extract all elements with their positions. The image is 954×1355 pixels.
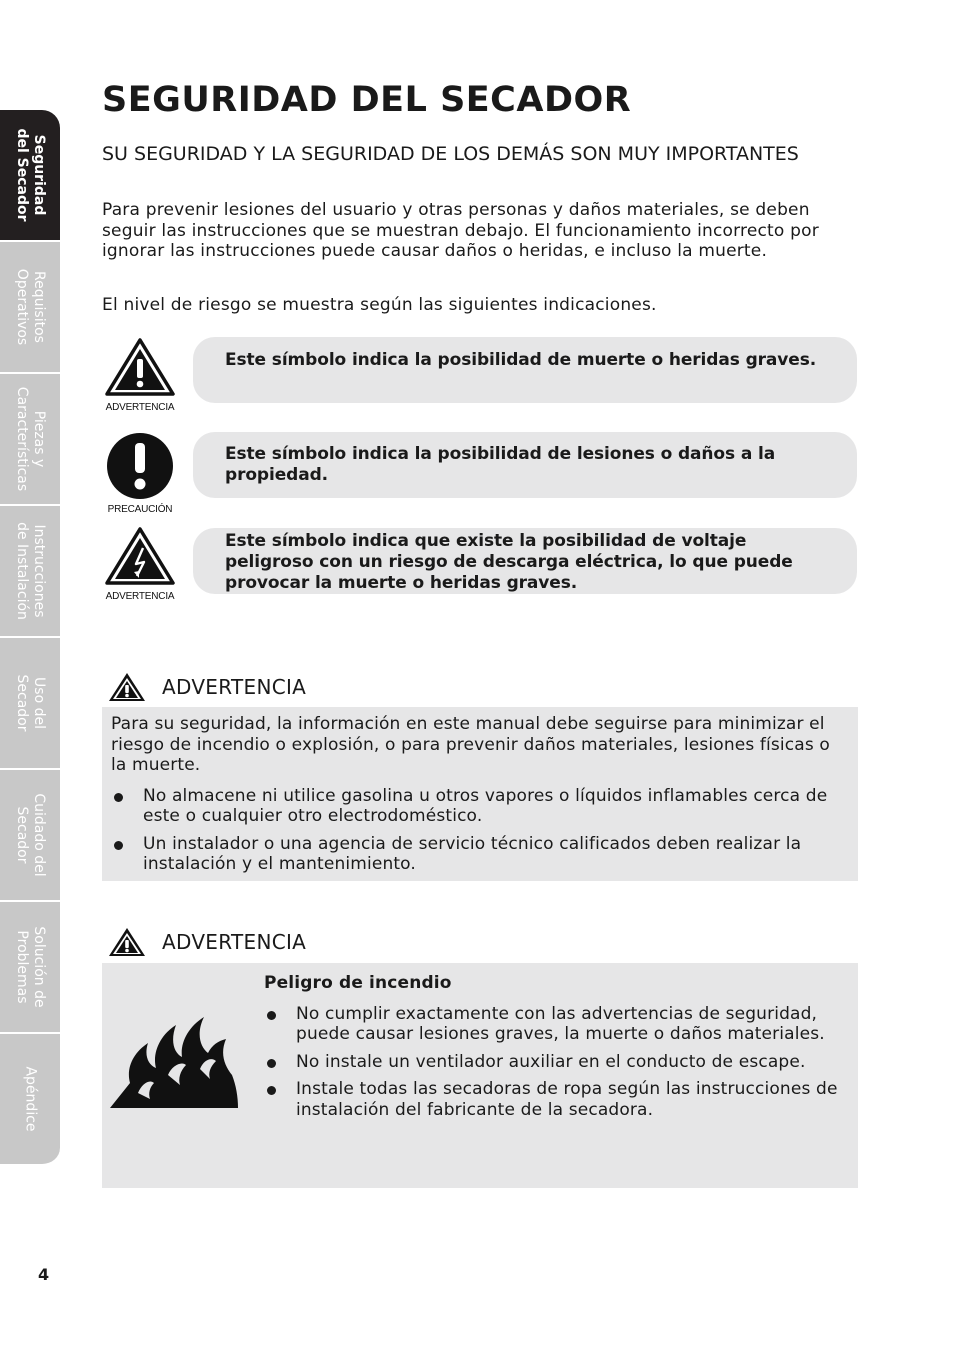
tab-label: Requisitos Operativos <box>14 268 47 346</box>
warning-symbol <box>100 337 180 413</box>
warning-heading <box>108 927 306 957</box>
risk-level-paragraph: El nivel de riesgo se muestra según las siguientes indicaciones. <box>102 295 657 315</box>
warning-title: ADVERTENCIA <box>162 930 307 954</box>
warning-bullet-list <box>111 786 848 875</box>
tab-uso-del-secador[interactable] <box>0 638 60 770</box>
tab-label: Piezas y Características <box>14 386 47 492</box>
symbol-description-box <box>193 337 857 403</box>
fire-icon <box>108 1013 240 1113</box>
symbol-description: Este símbolo indica la posibilidad de muerte o heridas graves. <box>225 350 817 370</box>
tab-piezas-y-caracteristicas[interactable] <box>0 374 60 506</box>
side-tabs <box>0 110 60 1166</box>
warning-triangle-icon <box>104 337 176 397</box>
fire-warning-box <box>102 963 858 1188</box>
symbol-description-box <box>193 432 857 498</box>
list-item: No almacene ni utilice gasolina u otros vapores o líquidos inflamables cerca de este o cualquier otro electrodoméstico. <box>111 786 848 827</box>
tab-label: Apéndice <box>22 1066 39 1132</box>
tab-label: Instrucciones de Instalación <box>14 522 47 620</box>
symbol-caption: ADVERTENCIA <box>105 402 175 413</box>
intro-paragraph: Para prevenir lesiones del usuario y otras personas y daños materiales, se deben seguir las instrucciones que se muestran debajo. El funcionamiento incorrecto por ignorar las instrucciones puede causar daños o heridas, e incluso la muerte. <box>102 200 819 261</box>
symbol-description-box <box>193 528 857 594</box>
warning-text: Para su seguridad, la información en este manual debe seguirse para minimizar el riesgo de incendio o explosión, o para prevenir daños materiales, lesiones físicas o la muerte. <box>111 714 830 775</box>
warning-heading <box>108 672 306 702</box>
list-item: No cumplir exactamente con las advertencias de seguridad, puede causar lesiones graves, la muerte o daños materiales. <box>264 1004 844 1045</box>
tab-label: Solución de Problemas <box>14 926 47 1008</box>
tab-label: Uso del Secador <box>14 674 47 732</box>
caution-symbol <box>100 431 180 515</box>
fire-warning-content <box>264 973 844 1120</box>
tab-instrucciones-de-instalacion[interactable] <box>0 506 60 638</box>
page-title: SEGURIDAD DEL SECADOR <box>102 80 632 120</box>
electric-hazard-icon <box>104 526 176 586</box>
section-subtitle: SU SEGURIDAD Y LA SEGURIDAD DE LOS DEMÁS SON MUY IMPORTANTES <box>102 143 799 165</box>
symbol-caption: ADVERTENCIA <box>105 591 175 602</box>
electric-warning-symbol <box>100 526 180 602</box>
symbol-caption: PRECAUCIÓN <box>107 504 173 515</box>
fire-hazard-heading: Peligro de incendio <box>264 973 452 993</box>
tab-seguridad-del-secador[interactable] <box>0 110 60 242</box>
symbol-description: Este símbolo indica que existe la posibilidad de voltaje peligroso con un riesgo de descarga eléctrica, lo que puede provocar la muerte o heridas graves. <box>225 531 793 593</box>
warning-title: ADVERTENCIA <box>162 675 307 699</box>
caution-circle-icon <box>105 431 175 501</box>
tab-label: Seguridad del Secador <box>14 128 47 222</box>
warning-triangle-icon <box>108 672 146 702</box>
warning-triangle-icon <box>108 927 146 957</box>
fire-bullet-list <box>264 1004 844 1121</box>
tab-apendice[interactable] <box>0 1034 60 1166</box>
symbol-description: Este símbolo indica la posibilidad de lesiones o daños a la propiedad. <box>225 444 776 485</box>
list-item: No instale un ventilador auxiliar en el conducto de escape. <box>264 1052 844 1073</box>
tab-solucion-de-problemas[interactable] <box>0 902 60 1034</box>
page-number: 4 <box>38 1265 50 1284</box>
tab-cuidado-del-secador[interactable] <box>0 770 60 902</box>
tab-requisitos-operativos[interactable] <box>0 242 60 374</box>
list-item: Un instalador o una agencia de servicio técnico calificados deben realizar la instalación y el mantenimiento. <box>111 834 848 875</box>
list-item: Instale todas las secadoras de ropa según las instrucciones de instalación del fabricante de la secadora. <box>264 1079 844 1120</box>
warning-box <box>102 707 858 881</box>
tab-label: Cuidado del Secador <box>14 793 47 877</box>
